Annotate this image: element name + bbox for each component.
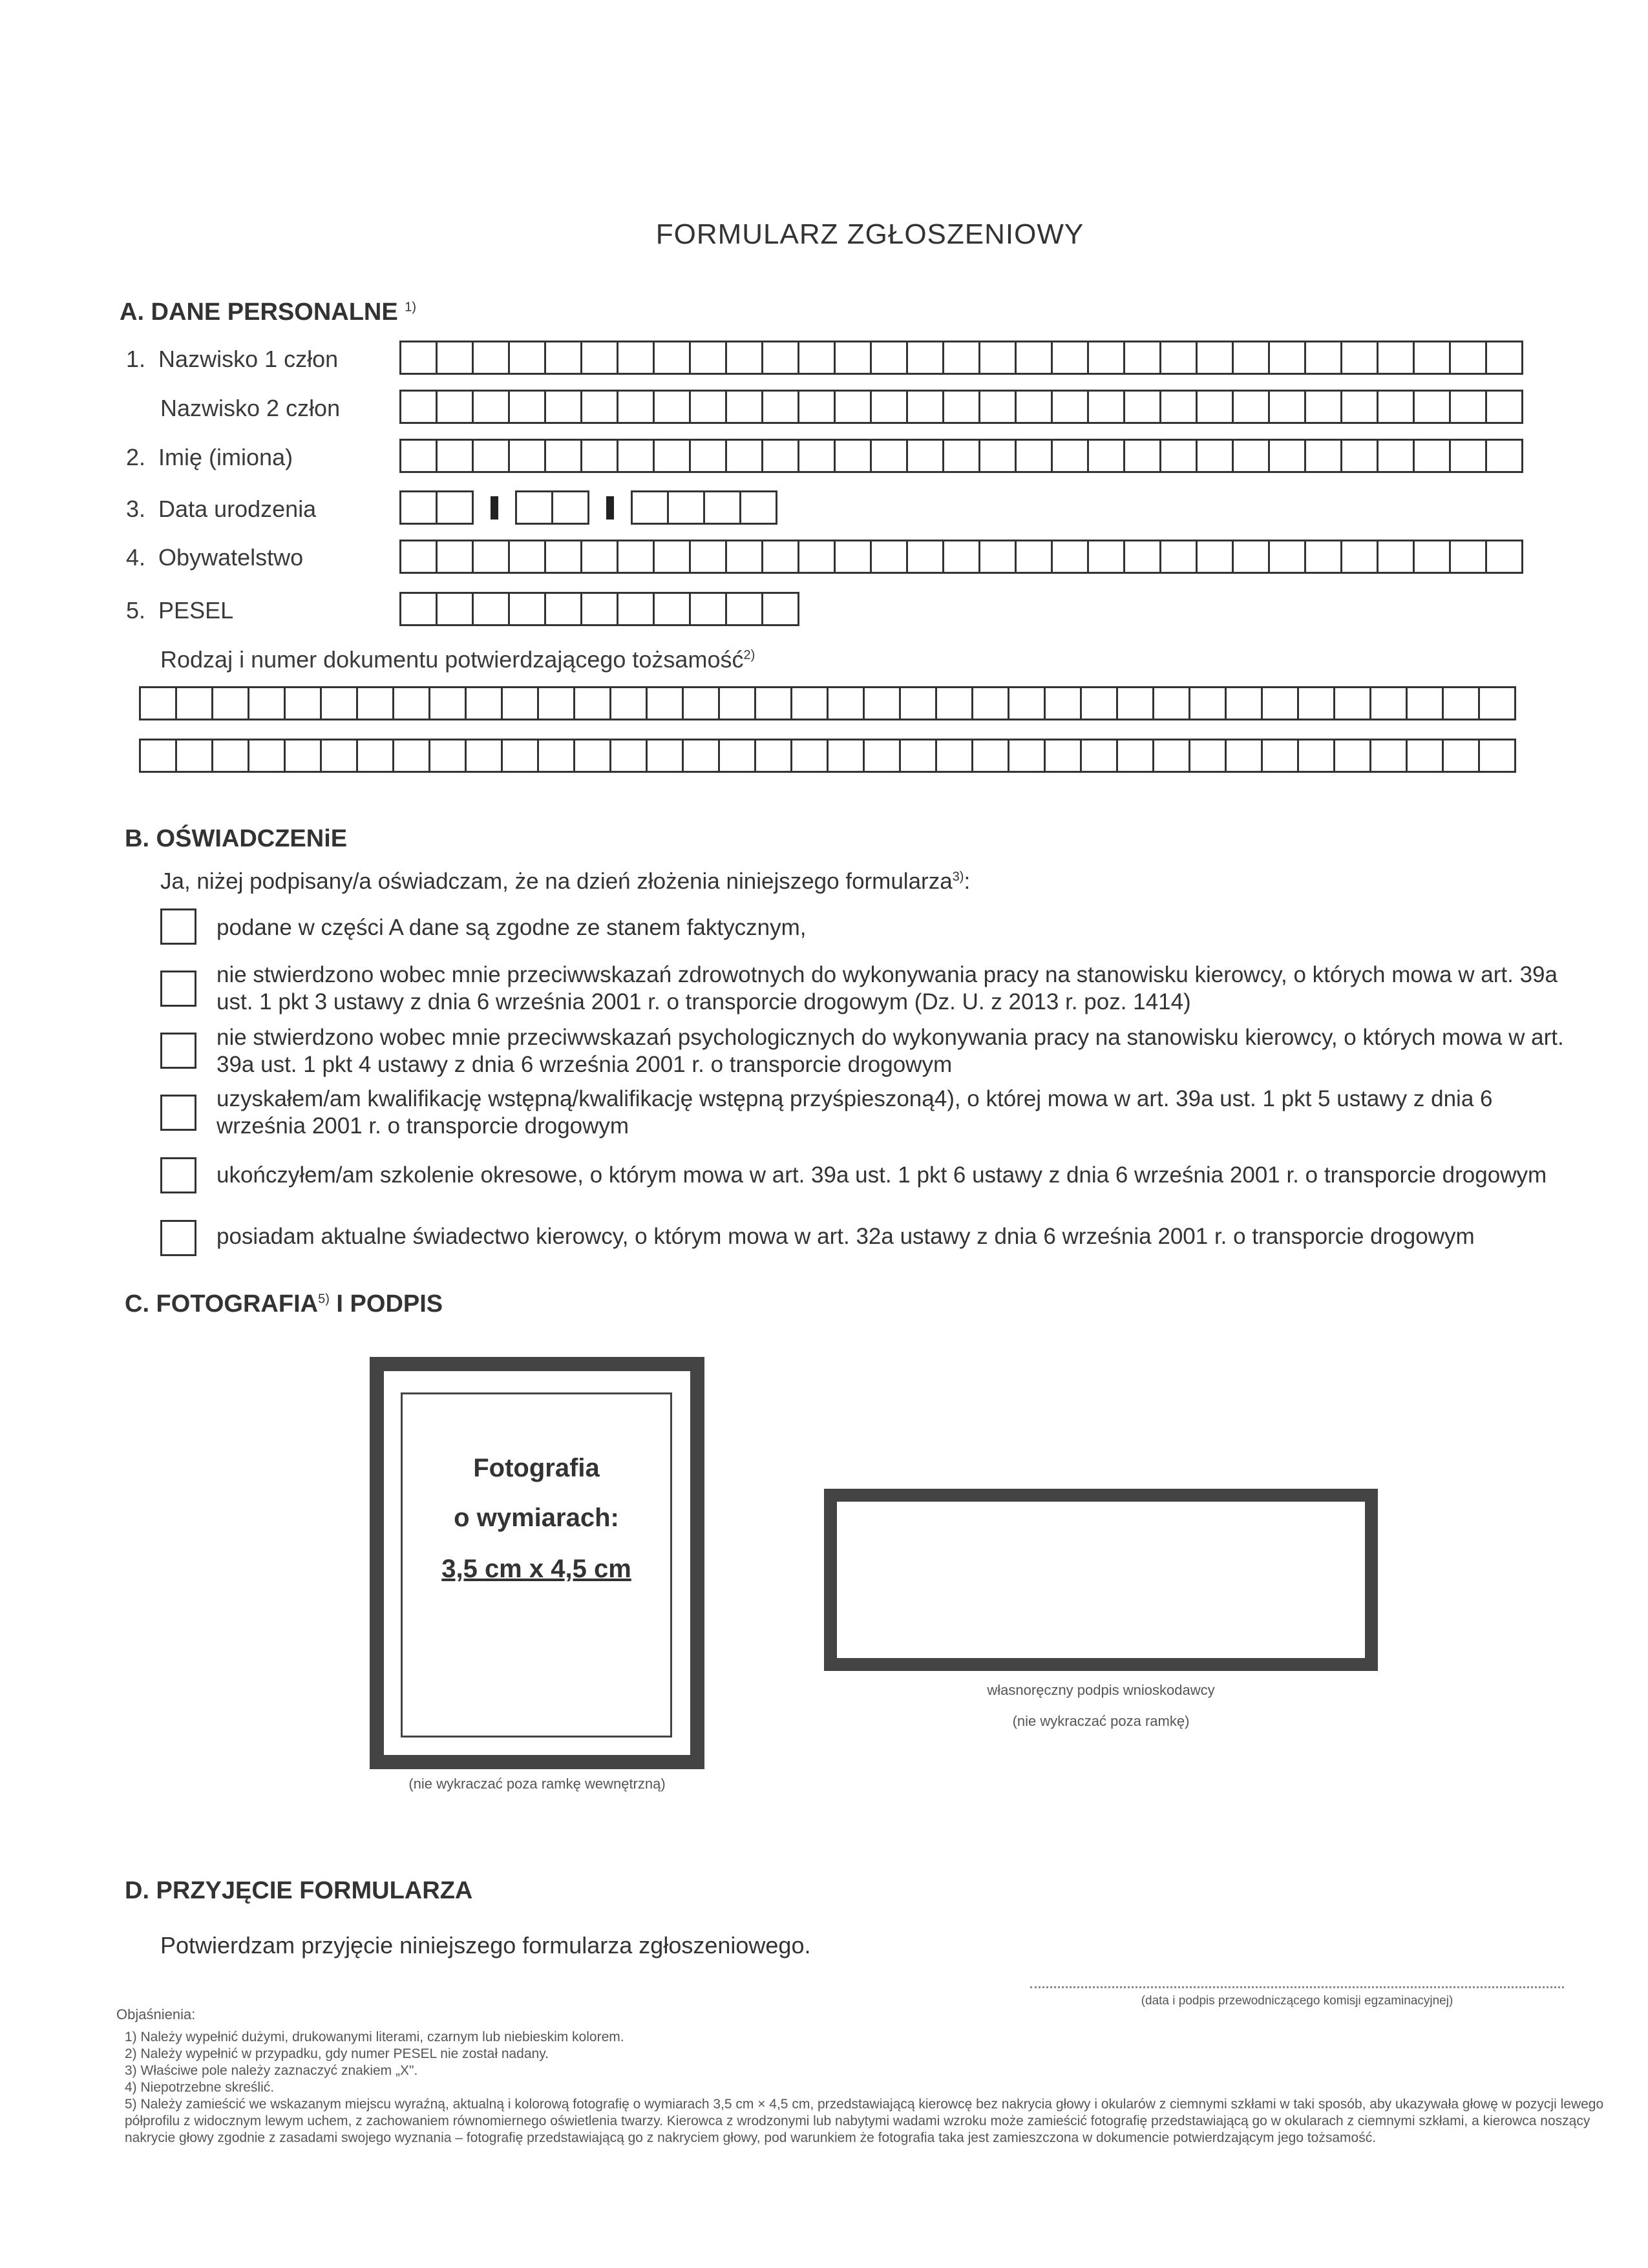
char-cell[interactable] <box>720 739 756 773</box>
char-cell[interactable] <box>1161 439 1198 473</box>
char-cell[interactable] <box>467 739 503 773</box>
citizenship-input[interactable] <box>399 540 1523 574</box>
declaration-text-4: uzyskałem/am kwalifikację wstępną/kwalifikację wstępną przyśpieszoną4), o której mowa w art. 39a ust. 1 pkt 5 ustawy z dnia 6 września 2001 r. o transporcie drogowym <box>217 1086 1493 1139</box>
char-cell[interactable] <box>474 390 510 424</box>
char-cell[interactable] <box>358 686 394 720</box>
birth-day-cells[interactable] <box>399 490 474 525</box>
char-cell[interactable] <box>799 540 836 574</box>
char-cell[interactable] <box>1306 390 1342 424</box>
date-separator <box>606 496 614 520</box>
char-cell[interactable] <box>1415 540 1451 574</box>
char-cell[interactable] <box>865 686 901 720</box>
first-name-input[interactable] <box>399 439 1523 473</box>
char-cell[interactable] <box>691 341 727 375</box>
char-cell[interactable] <box>618 540 655 574</box>
char-cell[interactable] <box>799 439 836 473</box>
char-cell[interactable] <box>655 341 691 375</box>
char-cell[interactable] <box>1263 686 1299 720</box>
char-cell[interactable] <box>539 739 575 773</box>
char-cell[interactable] <box>358 739 394 773</box>
section-a-heading <box>120 299 416 326</box>
char-cell[interactable] <box>1342 439 1379 473</box>
char-cell[interactable] <box>546 540 582 574</box>
char-cell[interactable] <box>1161 390 1198 424</box>
char-cell[interactable] <box>1046 686 1082 720</box>
field-firstname-label <box>126 444 293 471</box>
char-cell[interactable] <box>691 390 727 424</box>
char-cell[interactable] <box>1089 390 1125 424</box>
char-cell[interactable] <box>1125 390 1161 424</box>
char-cell[interactable] <box>741 490 777 525</box>
signature-frame[interactable] <box>824 1489 1378 1671</box>
footnote-5: 5) Należy zamieścić we wskazanym miejscu wyraźną, aktualną i kolorową fotografię o wymiarach 3,5 cm × 4,5 cm, przedstawiającą kierowcę bez nakrycia głowy i okularów z ciemnymi szkłami w taki sposób, aby ukazywała głowę w pozycji lewego półprofilu z widocznym lewym uchem, z zachowaniem równomiernego oświetlenia twarzy. Kierowca z wrodzonymi lub nabytymi wadami wzroku może zamieścić fotografię przedstawiającą go w okularach z ciemnymi szkłami, a kierowca noszący nakrycie głowy zgodnie z zasadami swojego wyznania – fotografię przedstawiającą go z nakryciem głowy, pod warunkiem że fotografia taka jest zamieszczona w dokumencie potwierdzającym jego tożsamość. <box>125 2097 1604 2145</box>
field-number: 3. <box>126 496 146 522</box>
section-d-heading: D. PRZYJĘCIE FORMULARZA <box>125 1877 473 1904</box>
signature-caption: własnoręczny podpis wnioskodawcy <box>987 1682 1215 1698</box>
photo-label-line1: Fotografia <box>473 1454 600 1482</box>
declaration-checkbox-1[interactable] <box>160 908 196 945</box>
char-cell[interactable] <box>937 686 973 720</box>
char-cell[interactable] <box>1408 686 1444 720</box>
char-cell[interactable] <box>1198 540 1234 574</box>
char-cell[interactable] <box>1017 390 1053 424</box>
char-cell[interactable] <box>799 341 836 375</box>
declaration-intro-end: : <box>964 868 971 894</box>
char-cell[interactable] <box>799 390 836 424</box>
photo-frame[interactable] <box>370 1357 704 1769</box>
char-cell[interactable] <box>1379 540 1415 574</box>
char-cell[interactable] <box>1154 686 1190 720</box>
birth-month-cells[interactable] <box>515 490 589 525</box>
field-label: Imię (imiona) <box>158 444 293 470</box>
field-number: 2. <box>126 444 146 470</box>
char-cell[interactable] <box>575 739 611 773</box>
char-cell[interactable] <box>539 686 575 720</box>
char-cell[interactable] <box>1451 540 1487 574</box>
char-cell[interactable] <box>829 739 865 773</box>
char-cell[interactable] <box>510 540 546 574</box>
char-cell[interactable] <box>401 439 438 473</box>
id-document-note: 2) <box>743 648 755 662</box>
acceptance-text: Potwierdzam przyjęcie niniejszego formularza zgłoszeniowego. <box>160 1932 811 1958</box>
char-cell[interactable] <box>669 490 705 525</box>
char-cell[interactable] <box>1371 686 1408 720</box>
char-cell[interactable] <box>582 540 618 574</box>
char-cell[interactable] <box>1342 540 1379 574</box>
char-cell[interactable] <box>213 686 249 720</box>
char-cell[interactable] <box>944 540 980 574</box>
birth-year-cells[interactable] <box>631 490 777 525</box>
char-cell[interactable] <box>684 739 720 773</box>
char-cell[interactable] <box>1227 686 1263 720</box>
char-cell[interactable] <box>1379 390 1415 424</box>
char-cell[interactable] <box>908 540 944 574</box>
char-cell[interactable] <box>792 739 829 773</box>
declaration-intro-text: Ja, niżej podpisany/a oświadczam, że na dzień złożenia niniejszego formularza <box>160 868 953 894</box>
char-cell[interactable] <box>980 390 1017 424</box>
field-number: 1. <box>126 346 146 372</box>
char-cell[interactable] <box>655 439 691 473</box>
section-c-heading-b: I PODPIS <box>329 1290 443 1318</box>
char-cell[interactable] <box>836 341 872 375</box>
char-cell[interactable] <box>756 739 792 773</box>
char-cell[interactable] <box>1089 540 1125 574</box>
field-label: Data urodzenia <box>158 496 317 522</box>
char-cell[interactable] <box>1009 739 1046 773</box>
char-cell[interactable] <box>901 686 937 720</box>
char-cell[interactable] <box>727 592 763 626</box>
char-cell[interactable] <box>937 739 973 773</box>
char-cell[interactable] <box>1125 341 1161 375</box>
char-cell[interactable] <box>438 540 474 574</box>
char-cell[interactable] <box>1017 341 1053 375</box>
field-surname2-label: Nazwisko 2 człon <box>160 395 341 421</box>
char-cell[interactable] <box>1487 390 1523 424</box>
char-cell[interactable] <box>1234 390 1270 424</box>
section-c-heading-note: 5) <box>318 1292 330 1307</box>
char-cell[interactable] <box>836 439 872 473</box>
char-cell[interactable] <box>1299 686 1335 720</box>
field-birthdate-label <box>126 496 316 523</box>
char-cell[interactable] <box>438 439 474 473</box>
char-cell[interactable] <box>438 490 474 525</box>
footnote-4: 4) Niepotrzebne skreślić. <box>125 2080 275 2095</box>
field-surname1-label <box>126 346 338 373</box>
char-cell[interactable] <box>1415 439 1451 473</box>
date-separator <box>491 496 498 520</box>
signature-caption-note: (nie wykraczać poza ramkę) <box>1012 1713 1190 1729</box>
char-cell[interactable] <box>1089 341 1125 375</box>
field-citizenship-label <box>126 544 303 571</box>
char-cell[interactable] <box>1053 540 1089 574</box>
photo-label-size: 3,5 cm x 4,5 cm <box>441 1555 631 1583</box>
char-cell[interactable] <box>1190 686 1227 720</box>
char-cell[interactable] <box>1444 739 1480 773</box>
char-cell[interactable] <box>1154 739 1190 773</box>
char-cell[interactable] <box>872 540 908 574</box>
char-cell[interactable] <box>401 540 438 574</box>
char-cell[interactable] <box>1270 390 1306 424</box>
char-cell[interactable] <box>908 390 944 424</box>
char-cell[interactable] <box>655 592 691 626</box>
char-cell[interactable] <box>1046 739 1082 773</box>
char-cell[interactable] <box>474 439 510 473</box>
declaration-checkbox-2[interactable] <box>160 971 196 1007</box>
char-cell[interactable] <box>727 390 763 424</box>
char-cell[interactable] <box>177 739 213 773</box>
char-cell[interactable] <box>763 439 799 473</box>
char-cell[interactable] <box>901 739 937 773</box>
char-cell[interactable] <box>944 439 980 473</box>
char-cell[interactable] <box>648 686 684 720</box>
char-cell[interactable] <box>1480 739 1516 773</box>
char-cell[interactable] <box>1379 341 1415 375</box>
char-cell[interactable] <box>1270 341 1306 375</box>
char-cell[interactable] <box>1161 540 1198 574</box>
char-cell[interactable] <box>872 390 908 424</box>
char-cell[interactable] <box>944 341 980 375</box>
char-cell[interactable] <box>517 490 553 525</box>
char-cell[interactable] <box>908 439 944 473</box>
char-cell[interactable] <box>705 490 741 525</box>
char-cell[interactable] <box>1118 686 1154 720</box>
id-document-label <box>160 646 755 673</box>
declaration-checkbox-3[interactable] <box>160 1033 196 1069</box>
id-document-label-text: Rodzaj i numer dokumentu potwierdzającego tożsamość <box>160 646 744 673</box>
declaration-text-3: nie stwierdzono wobec mnie przeciwwskazań psychologicznych do wykonywania pracy na stanowisku kierowcy, o których mowa w art. 39a ust. 1 pkt 4 ustawy z dnia 6 września 2001 r. o transporcie drogowym <box>217 1025 1564 1077</box>
char-cell[interactable] <box>727 341 763 375</box>
photo-caption: (nie wykraczać poza ramkę wewnętrzną) <box>408 1776 666 1792</box>
field-number: 5. <box>126 597 146 624</box>
declaration-text-6: posiadam aktualne świadectwo kierowcy, o którym mowa w art. 32a ustawy z dnia 6 września 2001 r. o transporcie drogowym <box>217 1224 1475 1249</box>
char-cell[interactable] <box>286 686 322 720</box>
char-cell[interactable] <box>1306 341 1342 375</box>
char-cell[interactable] <box>872 341 908 375</box>
char-cell[interactable] <box>1053 390 1089 424</box>
char-cell[interactable] <box>474 341 510 375</box>
char-cell[interactable] <box>1198 390 1234 424</box>
char-cell[interactable] <box>438 592 474 626</box>
char-cell[interactable] <box>1415 390 1451 424</box>
char-cell[interactable] <box>1053 439 1089 473</box>
field-label: PESEL <box>158 597 234 624</box>
char-cell[interactable] <box>1487 439 1523 473</box>
char-cell[interactable] <box>727 439 763 473</box>
char-cell[interactable] <box>1487 540 1523 574</box>
char-cell[interactable] <box>286 739 322 773</box>
char-cell[interactable] <box>980 341 1017 375</box>
char-cell[interactable] <box>1299 739 1335 773</box>
footnote-1: 1) Należy wypełnić dużymi, drukowanymi literami, czarnym lub niebieskim kolorem. <box>125 2030 624 2044</box>
char-cell[interactable] <box>655 390 691 424</box>
form-title: FORMULARZ ZGŁOSZENIOWY <box>655 218 1084 250</box>
char-cell[interactable] <box>1125 540 1161 574</box>
char-cell[interactable] <box>691 592 727 626</box>
birth-date-input[interactable] <box>399 490 777 525</box>
char-cell[interactable] <box>438 341 474 375</box>
char-cell[interactable] <box>1017 439 1053 473</box>
char-cell[interactable] <box>618 341 655 375</box>
char-cell[interactable] <box>1306 540 1342 574</box>
char-cell[interactable] <box>582 341 618 375</box>
char-cell[interactable] <box>474 540 510 574</box>
char-cell[interactable] <box>691 439 727 473</box>
char-cell[interactable] <box>973 739 1009 773</box>
char-cell[interactable] <box>1408 739 1444 773</box>
section-c-heading <box>125 1290 443 1318</box>
field-number: 4. <box>126 544 146 571</box>
footnote-2: 2) Należy wypełnić w przypadku, gdy numer PESEL nie został nadany. <box>125 2046 549 2061</box>
char-cell[interactable] <box>546 439 582 473</box>
pesel-input[interactable] <box>399 592 799 626</box>
char-cell[interactable] <box>1335 686 1371 720</box>
field-pesel-label <box>126 597 233 624</box>
char-cell[interactable] <box>322 739 358 773</box>
char-cell[interactable] <box>394 739 430 773</box>
char-cell[interactable] <box>141 686 177 720</box>
char-cell[interactable] <box>177 686 213 720</box>
char-cell[interactable] <box>1198 439 1234 473</box>
char-cell[interactable] <box>763 540 799 574</box>
char-cell[interactable] <box>141 739 177 773</box>
char-cell[interactable] <box>727 540 763 574</box>
char-cell[interactable] <box>1451 390 1487 424</box>
char-cell[interactable] <box>1234 341 1270 375</box>
id-document-input-row2[interactable] <box>139 739 1516 773</box>
char-cell[interactable] <box>829 686 865 720</box>
char-cell[interactable] <box>1270 540 1306 574</box>
char-cell[interactable] <box>1480 686 1516 720</box>
footnotes-heading: Objaśnienia: <box>116 2006 196 2022</box>
char-cell[interactable] <box>575 686 611 720</box>
char-cell[interactable] <box>401 390 438 424</box>
declaration-checkbox-5[interactable] <box>160 1157 196 1193</box>
char-cell[interactable] <box>401 490 438 525</box>
char-cell[interactable] <box>1444 686 1480 720</box>
char-cell[interactable] <box>633 490 669 525</box>
char-cell[interactable] <box>611 739 648 773</box>
declaration-text-2: nie stwierdzono wobec mnie przeciwwskazań zdrowotnych do wykonywania pracy na stanowisku kierowcy, o których mowa w art. 39a ust. 1 pkt 3 ustawy z dnia 6 września 2001 r. o transporcie drogowym (Dz. U. z 2013 r. poz. 1414) <box>217 962 1558 1014</box>
declaration-text-5: ukończyłem/am szkolenie okresowe, o którym mowa w art. 39a ust. 1 pkt 6 ustawy z dnia 6 września 2001 r. o transporcie drogowym <box>217 1162 1547 1188</box>
char-cell[interactable] <box>510 390 546 424</box>
char-cell[interactable] <box>401 592 438 626</box>
char-cell[interactable] <box>1118 739 1154 773</box>
char-cell[interactable] <box>510 592 546 626</box>
char-cell[interactable] <box>1342 390 1379 424</box>
char-cell[interactable] <box>611 686 648 720</box>
char-cell[interactable] <box>1451 341 1487 375</box>
char-cell[interactable] <box>691 540 727 574</box>
char-cell[interactable] <box>1335 739 1371 773</box>
footnote-3: 3) Właściwe pole należy zaznaczyć znakiem „X". <box>125 2063 418 2078</box>
char-cell[interactable] <box>510 341 546 375</box>
char-cell[interactable] <box>467 686 503 720</box>
char-cell[interactable] <box>401 341 438 375</box>
photo-label-line2: o wymiarach: <box>454 1504 619 1532</box>
char-cell[interactable] <box>1263 739 1299 773</box>
char-cell[interactable] <box>1082 686 1118 720</box>
surname-part1-input[interactable] <box>399 341 1523 375</box>
declaration-intro <box>160 863 970 896</box>
char-cell[interactable] <box>1017 540 1053 574</box>
char-cell[interactable] <box>394 686 430 720</box>
declaration-text-1: podane w części A dane są zgodne ze stanem faktycznym, <box>217 915 807 940</box>
surname-part2-input[interactable] <box>399 390 1523 424</box>
char-cell[interactable] <box>763 592 799 626</box>
photo-inner-frame[interactable] <box>401 1392 672 1738</box>
char-cell[interactable] <box>546 341 582 375</box>
char-cell[interactable] <box>618 592 655 626</box>
char-cell[interactable] <box>792 686 829 720</box>
acceptance-signature-line[interactable] <box>1030 1986 1564 1988</box>
char-cell[interactable] <box>720 686 756 720</box>
char-cell[interactable] <box>980 439 1017 473</box>
char-cell[interactable] <box>980 540 1017 574</box>
char-cell[interactable] <box>1234 540 1270 574</box>
char-cell[interactable] <box>684 686 720 720</box>
char-cell[interactable] <box>1089 439 1125 473</box>
char-cell[interactable] <box>1371 739 1408 773</box>
char-cell[interactable] <box>1009 686 1046 720</box>
char-cell[interactable] <box>618 390 655 424</box>
char-cell[interactable] <box>836 540 872 574</box>
char-cell[interactable] <box>1227 739 1263 773</box>
char-cell[interactable] <box>1487 341 1523 375</box>
char-cell[interactable] <box>430 739 467 773</box>
char-cell[interactable] <box>648 739 684 773</box>
char-cell[interactable] <box>438 390 474 424</box>
char-cell[interactable] <box>1306 439 1342 473</box>
char-cell[interactable] <box>973 686 1009 720</box>
char-cell[interactable] <box>1451 439 1487 473</box>
char-cell[interactable] <box>1125 439 1161 473</box>
char-cell[interactable] <box>836 390 872 424</box>
char-cell[interactable] <box>1379 439 1415 473</box>
char-cell[interactable] <box>213 739 249 773</box>
char-cell[interactable] <box>546 390 582 424</box>
char-cell[interactable] <box>944 390 980 424</box>
char-cell[interactable] <box>430 686 467 720</box>
char-cell[interactable] <box>249 739 286 773</box>
section-a-heading-text: A. DANE PERSONALNE <box>120 299 398 326</box>
char-cell[interactable] <box>756 686 792 720</box>
char-cell[interactable] <box>1342 341 1379 375</box>
declaration-checkbox-4[interactable] <box>160 1095 196 1131</box>
char-cell[interactable] <box>763 390 799 424</box>
char-cell[interactable] <box>618 439 655 473</box>
char-cell[interactable] <box>546 592 582 626</box>
id-document-input-row1[interactable] <box>139 686 1516 720</box>
field-label: Obywatelstwo <box>158 544 304 571</box>
char-cell[interactable] <box>510 439 546 473</box>
char-cell[interactable] <box>1270 439 1306 473</box>
char-cell[interactable] <box>1415 341 1451 375</box>
declaration-checkbox-6[interactable] <box>160 1220 196 1256</box>
char-cell[interactable] <box>322 686 358 720</box>
char-cell[interactable] <box>872 439 908 473</box>
char-cell[interactable] <box>249 686 286 720</box>
section-c-heading-a: C. FOTOGRAFIA <box>125 1290 319 1318</box>
char-cell[interactable] <box>474 592 510 626</box>
char-cell[interactable] <box>1161 341 1198 375</box>
section-b-heading: B. OŚWIADCZENiE <box>125 825 348 852</box>
char-cell[interactable] <box>582 439 618 473</box>
declaration-intro-note: 3) <box>952 870 964 884</box>
char-cell[interactable] <box>1234 439 1270 473</box>
char-cell[interactable] <box>1198 341 1234 375</box>
char-cell[interactable] <box>1082 739 1118 773</box>
char-cell[interactable] <box>908 341 944 375</box>
char-cell[interactable] <box>503 686 539 720</box>
char-cell[interactable] <box>763 341 799 375</box>
char-cell[interactable] <box>655 540 691 574</box>
char-cell[interactable] <box>553 490 589 525</box>
char-cell[interactable] <box>582 592 618 626</box>
acceptance-signature-caption: (data i podpis przewodniczącego komisji egzaminacyjnej) <box>1141 1994 1453 2008</box>
char-cell[interactable] <box>865 739 901 773</box>
char-cell[interactable] <box>582 390 618 424</box>
section-a-note: 1) <box>405 300 417 315</box>
char-cell[interactable] <box>1190 739 1227 773</box>
char-cell[interactable] <box>1053 341 1089 375</box>
field-label: Nazwisko 1 człon <box>158 346 339 372</box>
char-cell[interactable] <box>503 739 539 773</box>
